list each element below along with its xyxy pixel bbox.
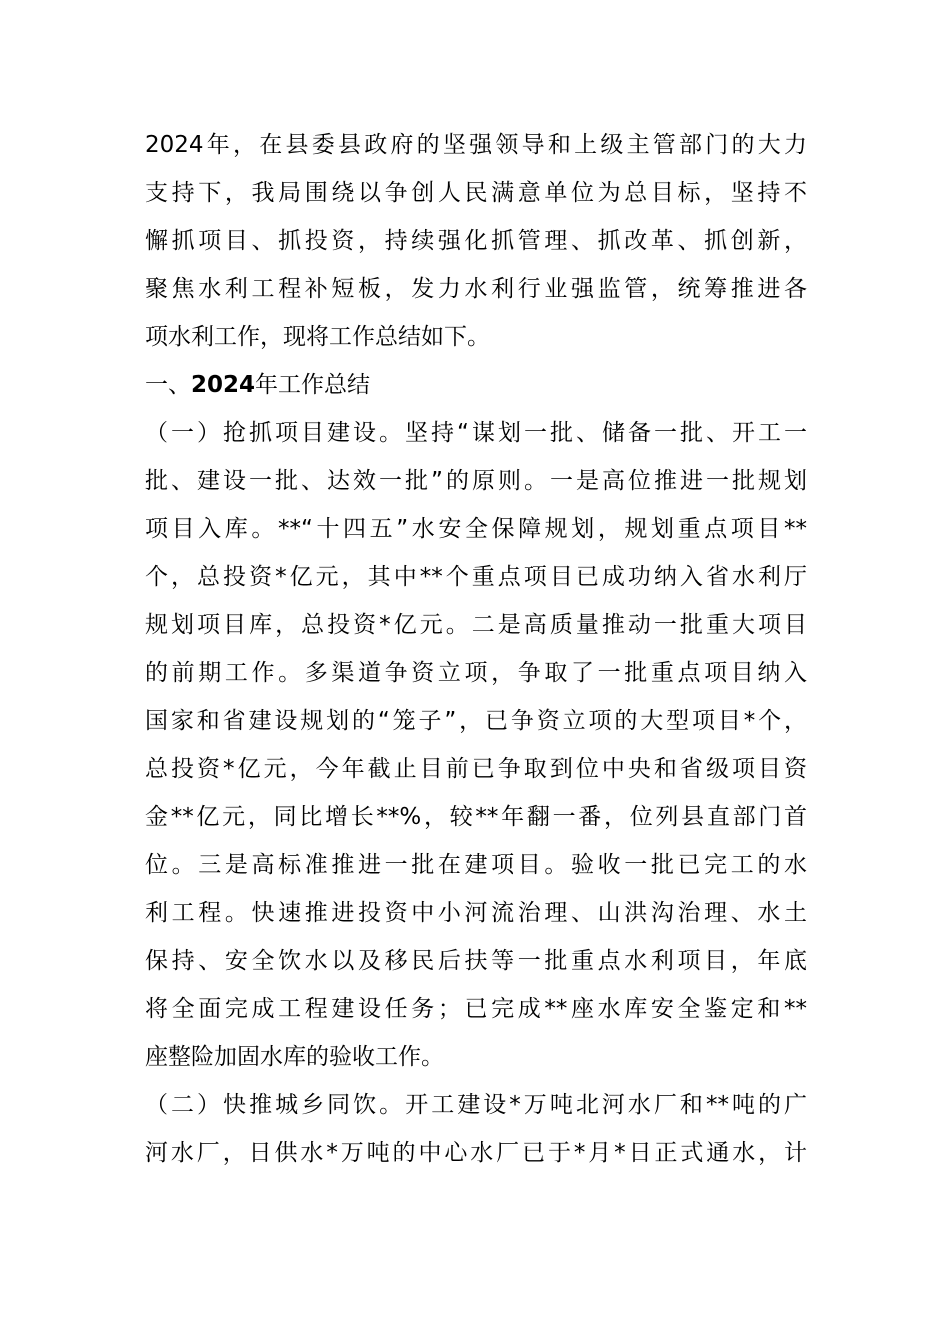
- text-line: 批、建设一批、达效一批”的原则。一是高位推进一批规划: [145, 468, 807, 494]
- text-line: 规划项目库，总投资*亿元。二是高质量推动一批重大项目: [145, 612, 807, 638]
- text-line: 河水厂，日供水*万吨的中心水厂已于*月*日正式通水，计: [145, 1140, 807, 1166]
- text-line: 懈抓项目、抓投资，持续强化抓管理、抓改革、抓创新，: [145, 228, 807, 254]
- section-2-paragraph: [145, 1081, 807, 1177]
- text-line: （二）快推城乡同饮。开工建设*万吨北河水厂和**吨的广: [145, 1092, 807, 1118]
- text-line: 将全面完成工程建设任务；已完成**座水库安全鉴定和**: [145, 996, 807, 1022]
- section-heading: [145, 361, 807, 409]
- heading-prefix: 一、: [145, 372, 191, 398]
- text-line: 2024年，在县委县政府的坚强领导和上级主管部门的大力: [145, 132, 807, 158]
- text-line: 国家和省建设规划的“笼子”，已争资立项的大型项目*个，: [145, 708, 807, 734]
- text-line: 项目入库。**“十四五”水安全保障规划，规划重点项目**: [145, 516, 807, 542]
- text-line: 利工程。快速推进投资中小河流治理、山洪沟治理、水土: [145, 900, 807, 926]
- text-line: 的前期工作。多渠道争资立项，争取了一批重点项目纳入: [145, 660, 807, 686]
- text-line: 支持下，我局围绕以争创人民满意单位为总目标，坚持不: [145, 180, 807, 206]
- text-line: 聚焦水利工程补短板，发力水利行业强监管，统筹推进各: [145, 276, 807, 302]
- heading-year: 2024: [191, 372, 256, 398]
- text-line: （一）抢抓项目建设。坚持“谋划一批、储备一批、开工一: [145, 420, 807, 446]
- text-line: 总投资*亿元，今年截止目前已争取到位中央和省级项目资: [145, 756, 807, 782]
- text-line: 座整险加固水库的验收工作。: [145, 1044, 444, 1070]
- section-1-paragraph: [145, 409, 807, 1081]
- text-line: 保持、安全饮水以及移民后扶等一批重点水利项目，年底: [145, 948, 807, 974]
- heading-suffix: 年工作总结: [255, 372, 371, 398]
- text-line: 位。三是高标准推进一批在建项目。验收一批已完工的水: [145, 852, 807, 878]
- document-body: [145, 121, 807, 1177]
- text-line: 金**亿元，同比增长**%，较**年翻一番，位列县直部门首: [145, 804, 807, 830]
- intro-paragraph: [145, 121, 807, 361]
- text-line: 个，总投资*亿元，其中**个重点项目已成功纳入省水利厅: [145, 564, 807, 590]
- text-line: 项水利工作，现将工作总结如下。: [145, 324, 490, 350]
